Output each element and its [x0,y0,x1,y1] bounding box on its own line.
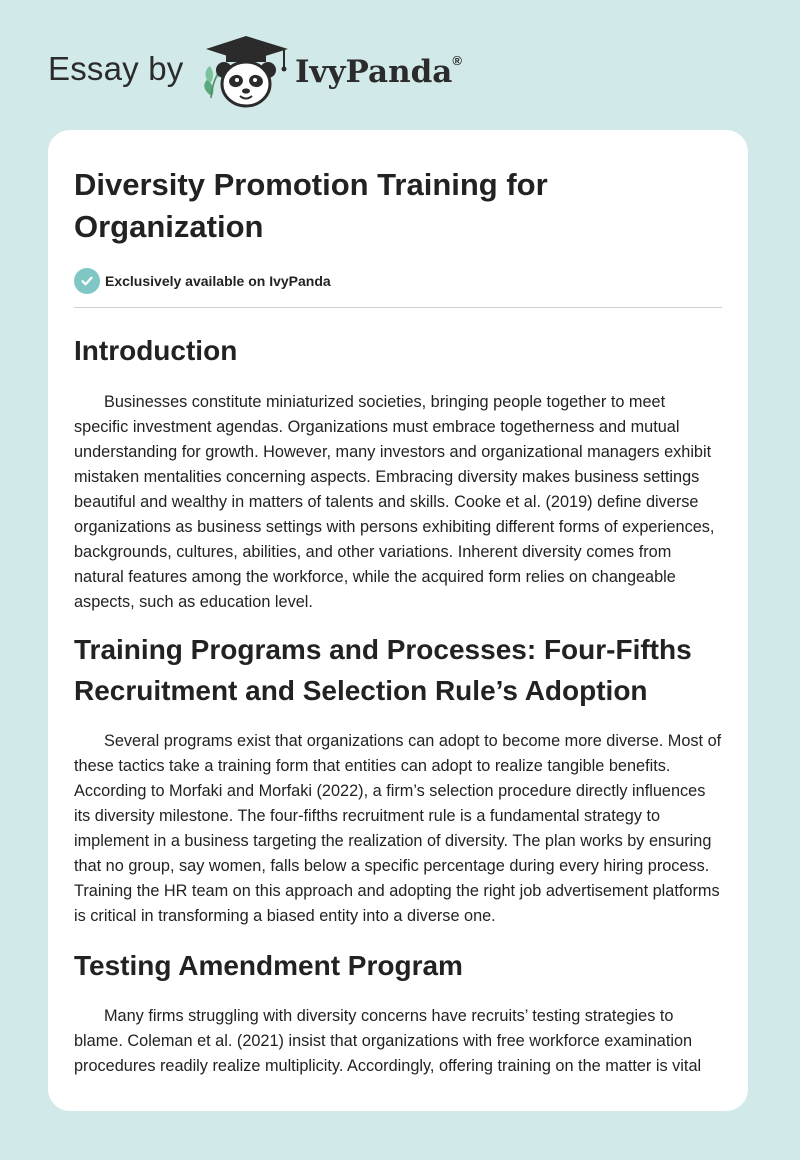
section-heading-training-programs: Training Programs and Processes: Four-Fifths Recruitment and Selection Rule’s Adoption [74,634,692,706]
section-heading-introduction: Introduction [74,335,238,366]
article-card [48,130,748,1111]
brand-name[interactable]: IvyPanda® [295,52,462,90]
section-paragraph-testing-amendment: Many firms struggling with diversity concerns have recruits’ testing strategies to blame. Coleman et al. (2021) insist that organizations with free workforce examination procedures readily realize multiplicity. Accordingly, offering training on the matter is vital [74,1007,702,1075]
article-body [74,164,722,1079]
site-header [0,0,800,130]
divider [74,307,722,308]
exclusive-badge-text: Exclusively available on IvyPanda [105,273,331,289]
exclusive-badge [74,267,722,295]
section-heading-testing-amendment: Testing Amendment Program [74,950,463,981]
registered-mark: ® [452,52,462,68]
section-paragraph-introduction: Businesses constitute miniaturized societies, bringing people together to meet specific investment agendas. Organizations must embrace togetherness and mutual understanding for growth. However, many investors and organizational managers exhibit mistaken mentalities concerning aspects. Embracing diversity makes business settings beautiful and wealthy in matters of talents and skills. Cooke et al. (2019) define diverse organizations as business settings with persons exhibiting different forms of experiences, backgrounds, cultures, abilities, and other variations. Inherent diversity comes from natural features among the workforce, while the acquired form relies on changeable aspects, such as education level. [74,393,715,611]
panda-graduate-icon[interactable] [200,34,292,110]
essay-by-label: Essay by [48,50,184,87]
article-title: Diversity Promotion Training for Organization [74,167,548,244]
section-paragraph-training-programs: Several programs exist that organizations can adopt to become more diverse. Most of these tactics take a training form that entities can adopt to realize tangible benefits. According to Morfaki and Morfaki (2022), a firm’s selection procedure directly influences its diversity milestone. The four-fifths recruitment rule is a fundamental strategy to implement in a business targeting the realization of diversity. The plan works by ensuring that no group, say women, falls below a specific percentage during every hiring process. Training the HR team on this approach and adopting the right job advertisement platforms is critical in transforming a biased entity into a diverse one. [74,732,722,925]
check-circle-icon [74,268,100,294]
